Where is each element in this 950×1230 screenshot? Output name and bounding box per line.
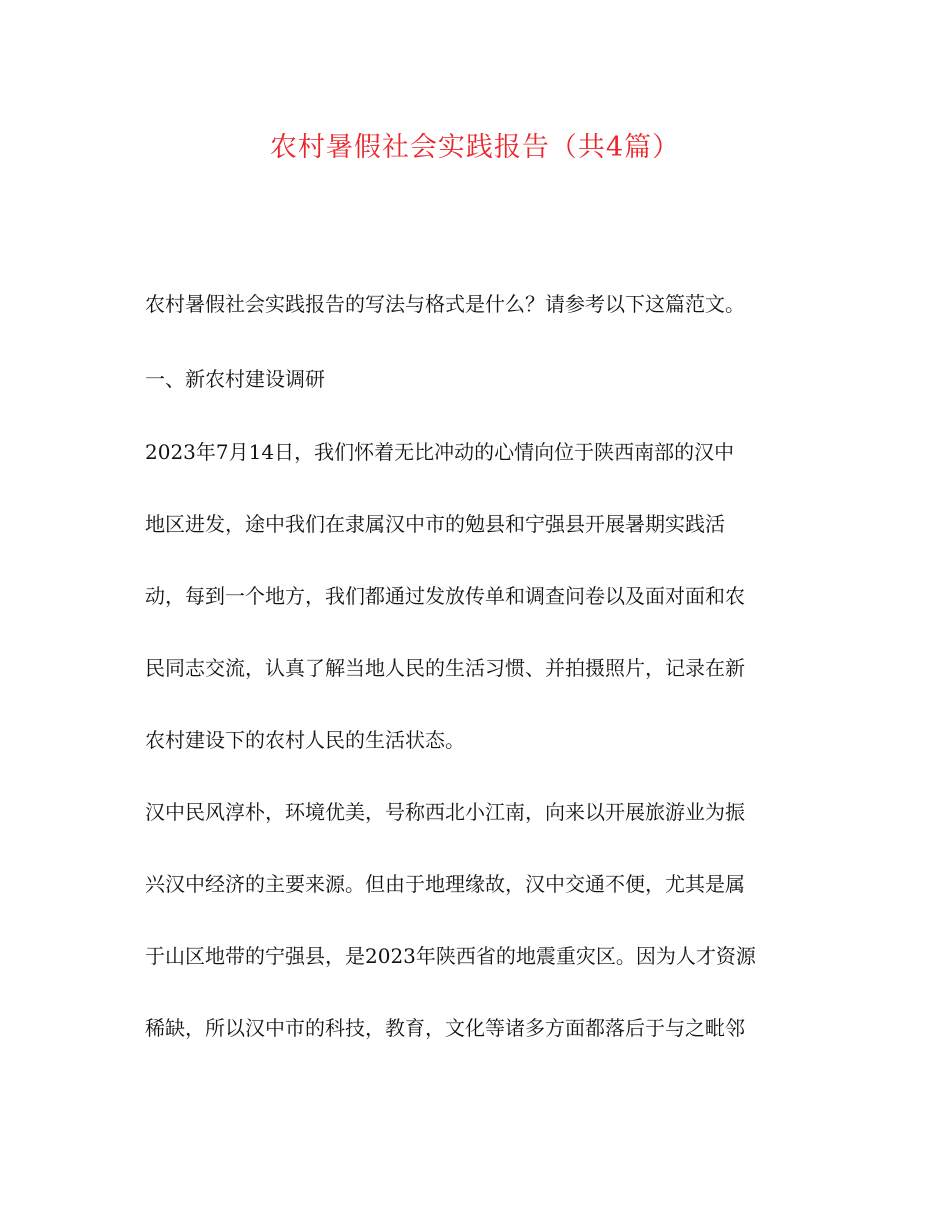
- intro-line: 农村暑假社会实践报告的写法与格式是什么？请参考以下这篇范文。: [145, 292, 745, 316]
- paragraph-line: 稀缺，所以汉中市的科技，教育，文化等诸多方面都落后于与之毗邻: [145, 1016, 745, 1040]
- paragraph-line: 兴汉中经济的主要来源。但由于地理缘故，汉中交通不便，尤其是属: [145, 872, 745, 896]
- paragraph-line: 2023年7月14日，我们怀着无比冲动的心情向位于陕西南部的汉中: [145, 440, 735, 464]
- paragraph-line: 民同志交流，认真了解当地人民的生活习惯、并拍摄照片，记录在新: [145, 656, 745, 680]
- paragraph-line: 汉中民风淳朴，环境优美，号称西北小江南，向来以开展旅游业为振: [145, 800, 745, 824]
- paragraph-line: 地区进发，途中我们在隶属汉中市的勉县和宁强县开展暑期实践活: [145, 512, 725, 536]
- paragraph-line: 动，每到一个地方，我们都通过发放传单和调查问卷以及面对面和农: [145, 584, 745, 608]
- section-heading: 一、新农村建设调研: [145, 367, 325, 391]
- paragraph-line: 农村建设下的农村人民的生活状态。: [145, 728, 465, 752]
- paragraph-line: 于山区地带的宁强县，是2023年陕西省的地震重灾区。因为人才资源: [145, 944, 756, 968]
- document-title: 农村暑假社会实践报告（共4篇）: [269, 132, 681, 163]
